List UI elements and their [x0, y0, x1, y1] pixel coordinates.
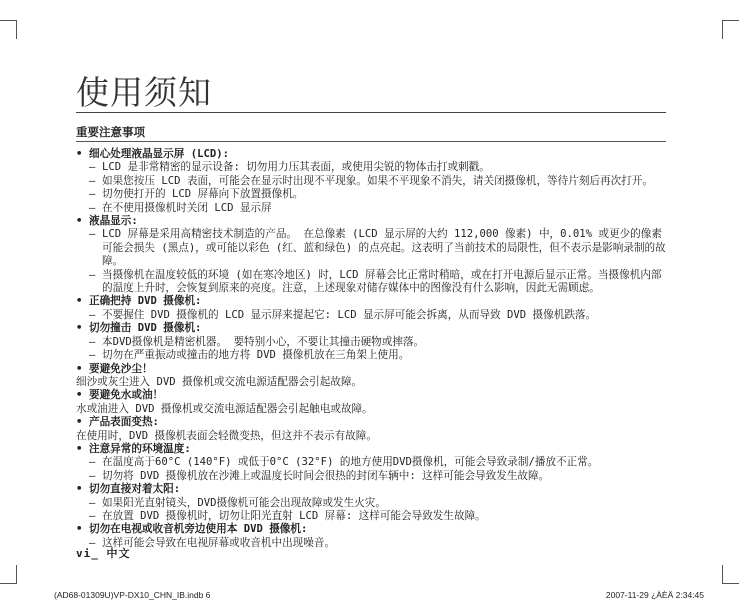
- section-text: 细沙或灰尘进入 DVD 摄像机或交流电源适配器会引起故障。: [76, 375, 363, 388]
- precaution-section: [76, 363, 666, 390]
- section-item: [89, 497, 666, 510]
- dash-icon: –: [89, 161, 96, 174]
- precaution-section: [76, 483, 666, 523]
- bullet-icon: •: [76, 389, 83, 402]
- print-timestamp: 2007-11-29 ¿ÀÈÄ 2:34:45: [605, 590, 704, 600]
- crop-mark-bottom-left: [0, 565, 17, 584]
- precaution-section: [76, 416, 666, 443]
- item-text: 在放置 DVD 摄像机时，切勿让阳光直射 LCD 屏幕: 这样可能会导致发生故障。: [102, 509, 486, 522]
- section-heading: 切勿在电视或收音机旁边使用本 DVD 摄像机:: [89, 523, 308, 536]
- dash-icon: –: [89, 308, 96, 321]
- bullet-icon: •: [76, 322, 83, 335]
- section-heading: 细心处理液晶显示屏 (LCD):: [89, 148, 229, 160]
- dash-icon: –: [89, 469, 96, 482]
- bullet-icon: •: [76, 416, 83, 429]
- section-heading: 要避免沙尘！: [89, 362, 153, 375]
- dash-icon: –: [89, 188, 96, 201]
- dash-icon: –: [89, 496, 96, 509]
- bullet-icon: •: [76, 442, 83, 455]
- item-text: 这样可能会导致在电视屏幕或收音机中出现噪音。: [102, 536, 336, 549]
- crop-mark-top-right: [722, 20, 739, 39]
- crop-mark-bottom-right: [722, 565, 739, 584]
- page-number-label: vi_ 中文: [76, 547, 131, 560]
- dash-icon: –: [89, 268, 96, 281]
- section-heading: 切勿直接对着太阳:: [89, 483, 181, 496]
- precaution-section: [76, 215, 666, 295]
- section-heading: 正确把持 DVD 摄像机:: [89, 295, 202, 308]
- crop-mark-top-left: [0, 20, 17, 39]
- dash-icon: –: [89, 228, 96, 241]
- item-text: LCD 屏幕是采用高精密技术制造的产品。 在总像素 (LCD 显示屏的大约 112,000 像素) 中，0.01% 或更少的像素可能会损失 (黑点)，或可能以彩色 (红、蓝和绿色) 的点亮起。这表明了当前技术的局限性，但不表示是影响录制的故障。: [102, 228, 666, 268]
- item-text: 切勿在严重振动或撞击的地方将 DVD 摄像机放在三角架上使用。: [102, 349, 410, 362]
- section-item: [89, 228, 666, 268]
- bullet-icon: •: [76, 148, 83, 160]
- section-item: [89, 175, 666, 188]
- item-text: 切勿使打开的 LCD 屏幕向下放置摄像机。: [102, 188, 304, 201]
- bullet-icon: •: [76, 483, 83, 496]
- precaution-section: [76, 523, 666, 550]
- section-heading: 注意异常的环境温度:: [89, 442, 191, 455]
- bullet-icon: •: [76, 295, 83, 308]
- section-item: [89, 349, 666, 362]
- item-text: LCD 是非常精密的显示设备: 切勿用力压其表面，或使用尖锐的物体击打或刺戳。: [102, 161, 490, 174]
- section-item: [89, 537, 666, 550]
- section-text: 在使用时，DVD 摄像机表面会轻微变热，但这并不表示有故障。: [76, 429, 377, 442]
- page-body: [76, 74, 666, 550]
- section-item: [89, 202, 666, 215]
- print-file-info: (AD68-01309U)VP-DX10_CHN_IB.indb 6: [54, 590, 211, 600]
- precaution-section: [76, 295, 666, 322]
- section-subheading: 重要注意事项: [76, 125, 145, 139]
- precaution-section: [76, 389, 666, 416]
- item-text: 本DVD摄像机是精密机器。 要特别小心，不要让其撞击硬物或摔落。: [102, 335, 425, 348]
- section-item: [89, 510, 666, 523]
- dash-icon: –: [89, 174, 96, 187]
- dash-icon: –: [89, 536, 96, 549]
- section-heading: 要避免水或油！: [89, 389, 164, 402]
- dash-icon: –: [89, 456, 96, 469]
- bullet-icon: •: [76, 215, 83, 228]
- bullet-icon: •: [76, 362, 83, 375]
- precaution-section: [76, 148, 666, 215]
- section-item: [89, 188, 666, 201]
- section-item: [89, 456, 666, 469]
- section-heading: 切勿撞击 DVD 摄像机:: [89, 322, 202, 335]
- dash-icon: –: [89, 349, 96, 362]
- section-heading: 产品表面变热:: [89, 416, 159, 429]
- precaution-section: [76, 322, 666, 362]
- subheading-rule: [76, 141, 666, 142]
- precautions-list: [76, 148, 666, 550]
- section-item: [89, 309, 666, 322]
- item-text: 如果您按压 LCD 表面，可能会在显示时出现不平现象。如果不平现象不消失，请关闭摄像机，等待片刻后再次打开。: [102, 174, 653, 187]
- item-text: 切勿将 DVD 摄像机放在沙滩上或温度长时间会很热的封闭车辆中: 这样可能会导致发生故障。: [102, 469, 550, 482]
- section-item: [89, 161, 666, 174]
- item-text: 不要握住 DVD 摄像机的 LCD 显示屏来提起它: LCD 显示屏可能会拆离，从而导致 DVD 摄像机跌落。: [102, 308, 597, 321]
- item-text: 在不使用摄像机时关闭 LCD 显示屏: [102, 201, 272, 214]
- bullet-icon: •: [76, 523, 83, 536]
- dash-icon: –: [89, 201, 96, 214]
- section-item: [89, 269, 666, 296]
- dash-icon: –: [89, 335, 96, 348]
- section-heading: 液晶显示:: [89, 215, 138, 228]
- item-text: 如果阳光直射镜头，DVD摄像机可能会出现故障或发生火灾。: [102, 496, 386, 509]
- precaution-section: [76, 443, 666, 483]
- title-rule: [76, 112, 666, 113]
- item-text: 在温度高于60°C (140°F) 或低于0°C (32°F) 的地方使用DVD摄像机，可能会导致录制/播放不正常。: [102, 456, 599, 469]
- section-item: [89, 336, 666, 349]
- section-item: [89, 470, 666, 483]
- section-text: 水或油进入 DVD 摄像机或交流电源适配器会引起触电或故障。: [76, 402, 373, 415]
- dash-icon: –: [89, 509, 96, 522]
- item-text: 当摄像机在温度较低的环境 (如在寒冷地区) 时，LCD 屏幕会比正常时稍暗，或在打开电源后显示正常。当摄像机内部的温度上升时，会恢复到原来的亮度。注意，上述现象对储存媒体中的图像没有什么影响，因此无需顾虑。: [102, 268, 662, 295]
- page-title: 使用须知: [76, 73, 212, 112]
